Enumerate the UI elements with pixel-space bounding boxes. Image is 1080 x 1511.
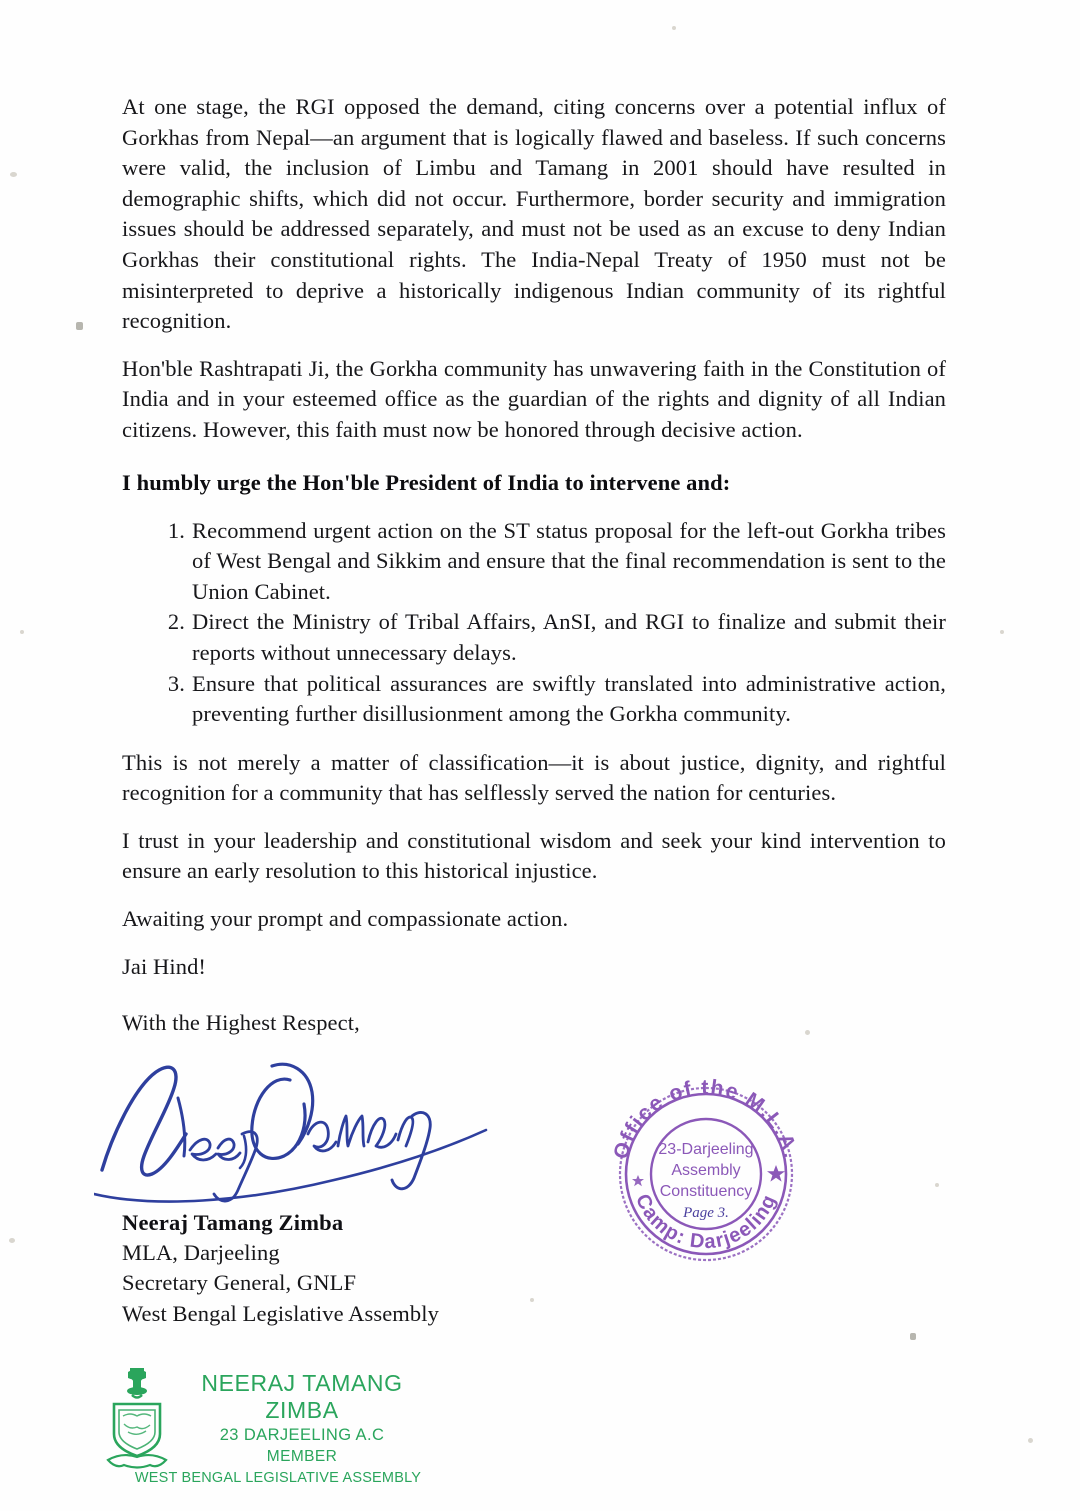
signatory-title-3: West Bengal Legislative Assembly xyxy=(122,1300,439,1326)
svg-text:Camp: Darjeeling xyxy=(631,1191,781,1254)
signatory-block xyxy=(122,1208,946,1330)
handwritten-signature xyxy=(94,1058,514,1204)
list-item: Direct the Ministry of Tribal Affairs, AnSI, and RGI to finalize and submit their reports without unnecessary delays. xyxy=(192,609,946,665)
list-item: Ensure that political assurances are swiftly translated into administrative action, preventing further disillusionment among the Gorkha community. xyxy=(192,670,946,727)
scan-speckle xyxy=(76,322,83,330)
stamp-outer-top-text: Office of the M.L.A. xyxy=(609,1075,803,1162)
letterhead-text xyxy=(134,1370,438,1489)
scan-speckle xyxy=(1000,630,1004,634)
signatory-title-1: MLA, Darjeeling xyxy=(122,1239,280,1265)
stamp-outer-bottom-text: Camp: Darjeeling xyxy=(630,1190,781,1254)
paragraph-jai-hind: Jai Hind! xyxy=(122,953,207,979)
letterhead-footer xyxy=(106,1362,436,1486)
scan-speckle xyxy=(9,1238,15,1243)
paragraph-faith-in-constitution: Hon'ble Rashtrapati Ji, the Gorkha community has unwavering faith in the Constitution of India and in your esteemed office as the guardian of the rights and dignity of all Indian citizens. However, this faith must now be honored through decisive action. xyxy=(122,355,946,442)
stamp-side-mark-icon xyxy=(632,1175,644,1186)
appeal-heading: I humbly urge the Hon'ble President of India to intervene and: xyxy=(122,469,731,495)
closing-block xyxy=(122,1008,946,1329)
scan-speckle xyxy=(20,630,24,634)
signatory-title-2: Secretary General, GNLF xyxy=(122,1270,357,1296)
paragraph-rgi-objection: At one stage, the RGI opposed the demand, citing concerns over a potential influx of Gorkhas from Nepal—an argument that is logically flawed and baseless. If such concerns were valid, the inclusion of Limbu and Tamang in 2001 should have resulted in demographic shifts, which did not occur. Furthermore, border security and immigration issues should be addressed separately, and must not be used as an excuse to deny Indian Gorkhas their constitutional rights. The India-Nepal Treaty of 1950 must not be misinterpreted to deprive a historically indigenous Indian community of its rightful recognition. xyxy=(122,94,946,334)
official-stamp xyxy=(608,1076,804,1266)
scan-speckle xyxy=(672,26,676,30)
west-bengal-state-emblem-icon xyxy=(106,1364,168,1476)
signatory-name: Neeraj Tamang Zimba xyxy=(122,1209,344,1235)
paragraph-justice-dignity: This is not merely a matter of classification—it is about justice, dignity, and rightful recognition for a community that has selflessly served the nation for centuries. xyxy=(122,749,946,806)
letterhead-assembly: WEST BENGAL LEGISLATIVE ASSEMBLY xyxy=(134,1470,422,1486)
valediction: With the Highest Respect, xyxy=(122,1010,360,1036)
stamp-star-icon xyxy=(767,1165,785,1182)
action-items-list xyxy=(122,516,946,730)
stamp-inner-line-2: Assembly xyxy=(671,1162,741,1179)
stamp-inner-line-1: 23-Darjeeling xyxy=(658,1141,754,1158)
list-item: Recommend urgent action on the ST status proposal for the left-out Gorkha tribes of West Bengal and Sikkim and ensure that the final recommendation is sent to the Union Cabinet. xyxy=(192,517,946,604)
scan-speckle xyxy=(10,172,17,177)
stamp-inner-line-3: Constituency xyxy=(659,1183,753,1200)
stamp-handwritten-page-note: Page 3. xyxy=(683,1205,729,1221)
scan-speckle xyxy=(910,1333,916,1340)
letterhead-name: NEERAJ TAMANG ZIMBA xyxy=(201,1370,403,1423)
letterhead-role: MEMBER xyxy=(266,1448,338,1465)
signature-area xyxy=(122,1056,946,1206)
paragraph-trust-leadership: I trust in your leadership and constitutional wisdom and seek your kind intervention to ensure an early resolution to this historical injustice. xyxy=(122,827,946,884)
letter-body xyxy=(122,92,946,1329)
paragraph-awaiting-action: Awaiting your prompt and compassionate action. xyxy=(122,906,569,932)
letterhead-constituency: 23 DARJEELING A.C xyxy=(219,1426,385,1444)
scan-speckle xyxy=(1028,1438,1033,1443)
